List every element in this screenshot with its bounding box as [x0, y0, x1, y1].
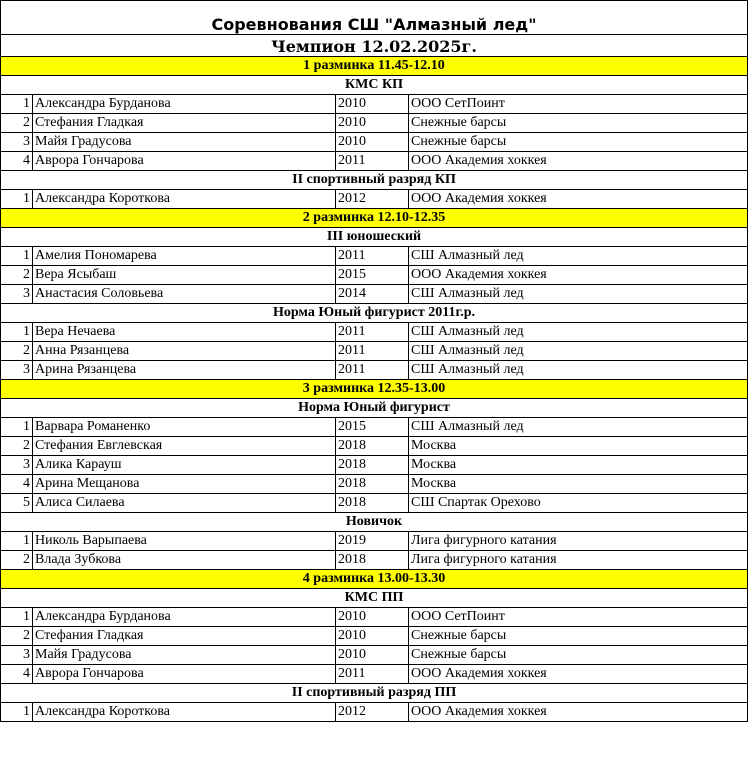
birth-year: 2012: [336, 190, 409, 209]
club-name: ООО Академия хоккея: [409, 266, 748, 285]
participant-number: 4: [1, 152, 33, 171]
participant-number: 1: [1, 532, 33, 551]
participant-number: 3: [1, 133, 33, 152]
participant-name: Николь Варыпаева: [33, 532, 336, 551]
table-row: [1, 532, 748, 551]
category-row: [1, 399, 748, 418]
birth-year: 2011: [336, 665, 409, 684]
category-header: Норма Юный фигурист 2011г.р.: [1, 304, 748, 323]
participant-number: 2: [1, 266, 33, 285]
table-row: [1, 551, 748, 570]
birth-year: 2015: [336, 418, 409, 437]
participant-number: 2: [1, 627, 33, 646]
subtitle-row: [1, 35, 748, 57]
participant-number: 1: [1, 608, 33, 627]
participant-number: 1: [1, 247, 33, 266]
birth-year: 2010: [336, 608, 409, 627]
table-row: [1, 247, 748, 266]
participant-name: Александра Бурданова: [33, 95, 336, 114]
category-row: [1, 76, 748, 95]
participant-name: Стефания Гладкая: [33, 114, 336, 133]
table-row: [1, 608, 748, 627]
participant-name: Александра Короткова: [33, 703, 336, 722]
warmup-row: [1, 570, 748, 589]
category-header: II спортивный разряд ПП: [1, 684, 748, 703]
warmup-header: 4 разминка 13.00-13.30: [1, 570, 748, 589]
participant-number: 2: [1, 551, 33, 570]
table-row: [1, 703, 748, 722]
participant-name: Аврора Гончарова: [33, 665, 336, 684]
birth-year: 2018: [336, 456, 409, 475]
category-header: КМС КП: [1, 76, 748, 95]
participant-name: Анна Рязанцева: [33, 342, 336, 361]
participant-number: 5: [1, 494, 33, 513]
table-row: [1, 475, 748, 494]
participant-name: Вера Нечаева: [33, 323, 336, 342]
warmup-row: [1, 209, 748, 228]
club-name: СШ Алмазный лед: [409, 247, 748, 266]
warmup-row: [1, 57, 748, 76]
participant-number: 1: [1, 703, 33, 722]
participant-name: Алика Карауш: [33, 456, 336, 475]
birth-year: 2018: [336, 551, 409, 570]
title-row: [1, 1, 748, 35]
category-header: III юношеский: [1, 228, 748, 247]
category-row: [1, 228, 748, 247]
category-row: [1, 589, 748, 608]
club-name: СШ Алмазный лед: [409, 342, 748, 361]
page-title: Соревнования СШ "Алмазный лед": [1, 1, 748, 35]
participant-name: Вера Ясыбаш: [33, 266, 336, 285]
birth-year: 2018: [336, 494, 409, 513]
table-row: [1, 665, 748, 684]
participant-number: 4: [1, 665, 33, 684]
participant-name: Амелия Пономарева: [33, 247, 336, 266]
table-row: [1, 323, 748, 342]
schedule-body: [1, 1, 748, 722]
participant-name: Арина Мещанова: [33, 475, 336, 494]
club-name: СШ Алмазный лед: [409, 418, 748, 437]
club-name: СШ Спартак Орехово: [409, 494, 748, 513]
table-row: [1, 456, 748, 475]
participant-number: 2: [1, 342, 33, 361]
club-name: ООО Академия хоккея: [409, 152, 748, 171]
category-row: [1, 513, 748, 532]
participant-name: Майя Градусова: [33, 133, 336, 152]
participant-number: 1: [1, 323, 33, 342]
club-name: ООО Академия хоккея: [409, 190, 748, 209]
birth-year: 2018: [336, 437, 409, 456]
category-header: II спортивный разряд КП: [1, 171, 748, 190]
birth-year: 2010: [336, 114, 409, 133]
birth-year: 2010: [336, 646, 409, 665]
table-row: [1, 266, 748, 285]
birth-year: 2018: [336, 475, 409, 494]
participant-number: 3: [1, 646, 33, 665]
birth-year: 2019: [336, 532, 409, 551]
warmup-header: 1 разминка 11.45-12.10: [1, 57, 748, 76]
birth-year: 2015: [336, 266, 409, 285]
warmup-header: 2 разминка 12.10-12.35: [1, 209, 748, 228]
participant-number: 4: [1, 475, 33, 494]
table-row: [1, 285, 748, 304]
club-name: СШ Алмазный лед: [409, 361, 748, 380]
club-name: Снежные барсы: [409, 627, 748, 646]
table-row: [1, 133, 748, 152]
warmup-row: [1, 380, 748, 399]
participant-number: 1: [1, 418, 33, 437]
category-header: Норма Юный фигурист: [1, 399, 748, 418]
birth-year: 2011: [336, 361, 409, 380]
club-name: Снежные барсы: [409, 114, 748, 133]
birth-year: 2012: [336, 703, 409, 722]
participant-name: Алиса Силаева: [33, 494, 336, 513]
participant-name: Влада Зубкова: [33, 551, 336, 570]
birth-year: 2011: [336, 247, 409, 266]
category-row: [1, 684, 748, 703]
table-row: [1, 437, 748, 456]
club-name: Москва: [409, 437, 748, 456]
participant-number: 1: [1, 190, 33, 209]
club-name: Лига фигурного катания: [409, 532, 748, 551]
participant-name: Александра Бурданова: [33, 608, 336, 627]
table-row: [1, 152, 748, 171]
club-name: Снежные барсы: [409, 646, 748, 665]
birth-year: 2010: [336, 627, 409, 646]
table-row: [1, 646, 748, 665]
birth-year: 2014: [336, 285, 409, 304]
table-row: [1, 114, 748, 133]
club-name: Снежные барсы: [409, 133, 748, 152]
table-row: [1, 95, 748, 114]
event-subtitle: Чемпион 12.02.2025г.: [1, 35, 748, 57]
participant-number: 2: [1, 437, 33, 456]
table-row: [1, 627, 748, 646]
participant-name: Аврора Гончарова: [33, 152, 336, 171]
birth-year: 2011: [336, 152, 409, 171]
birth-year: 2011: [336, 342, 409, 361]
club-name: Москва: [409, 456, 748, 475]
club-name: Москва: [409, 475, 748, 494]
participant-name: Варвара Романенко: [33, 418, 336, 437]
birth-year: 2010: [336, 133, 409, 152]
category-row: [1, 304, 748, 323]
table-row: [1, 418, 748, 437]
participant-name: Александра Короткова: [33, 190, 336, 209]
participant-name: Майя Градусова: [33, 646, 336, 665]
participant-name: Арина Рязанцева: [33, 361, 336, 380]
club-name: ООО Академия хоккея: [409, 703, 748, 722]
club-name: СШ Алмазный лед: [409, 285, 748, 304]
participant-number: 1: [1, 95, 33, 114]
participant-number: 3: [1, 361, 33, 380]
category-row: [1, 171, 748, 190]
table-row: [1, 342, 748, 361]
club-name: ООО СетПоинт: [409, 95, 748, 114]
participant-number: 3: [1, 285, 33, 304]
participant-name: Стефания Евглевская: [33, 437, 336, 456]
club-name: Лига фигурного катания: [409, 551, 748, 570]
table-row: [1, 494, 748, 513]
participant-number: 3: [1, 456, 33, 475]
participant-name: Стефания Гладкая: [33, 627, 336, 646]
club-name: ООО Академия хоккея: [409, 665, 748, 684]
participant-number: 2: [1, 114, 33, 133]
category-header: КМС ПП: [1, 589, 748, 608]
birth-year: 2011: [336, 323, 409, 342]
club-name: СШ Алмазный лед: [409, 323, 748, 342]
warmup-header: 3 разминка 12.35-13.00: [1, 380, 748, 399]
participant-name: Анастасия Соловьева: [33, 285, 336, 304]
table-row: [1, 361, 748, 380]
club-name: ООО СетПоинт: [409, 608, 748, 627]
category-header: Новичок: [1, 513, 748, 532]
table-row: [1, 190, 748, 209]
birth-year: 2010: [336, 95, 409, 114]
